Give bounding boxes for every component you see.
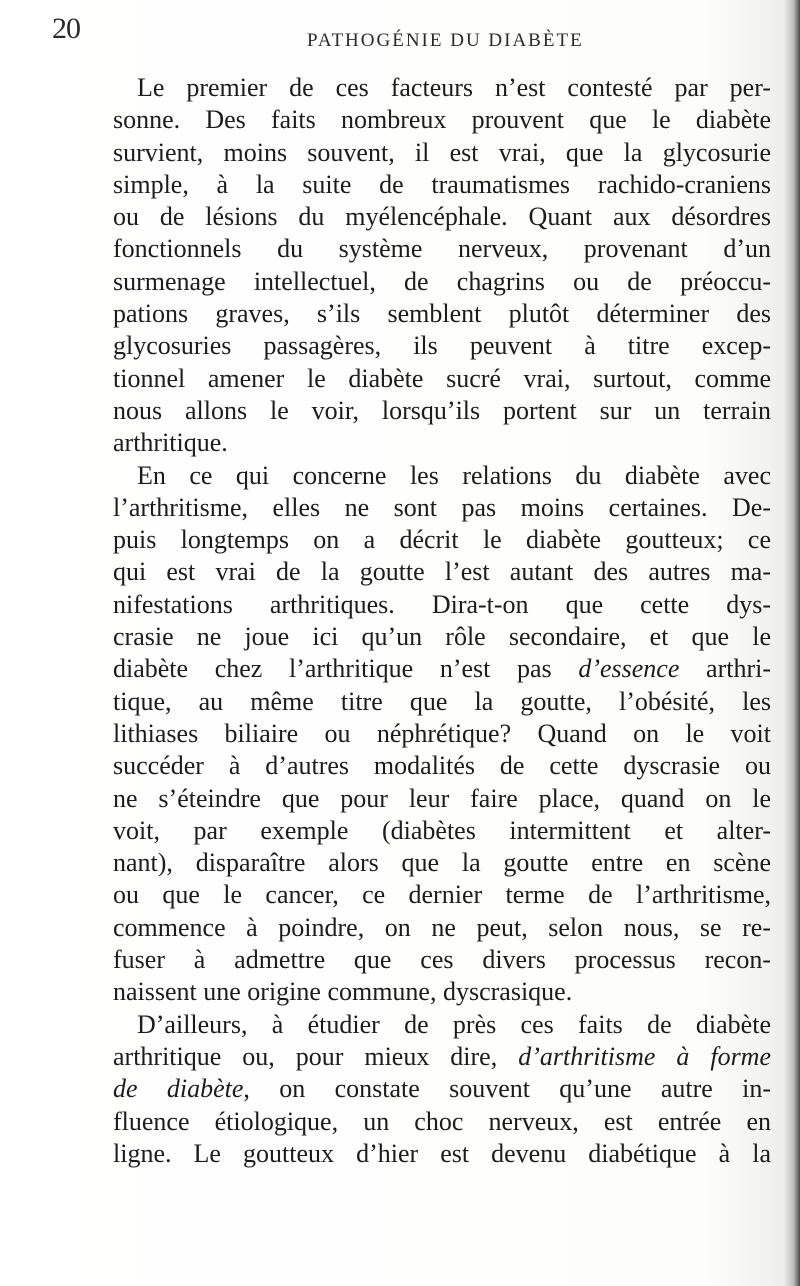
text-run: pations graves, s’ils semblent plutôt déterminer des <box>113 299 771 329</box>
text-run: nifestations arthritiques. Dira-t-on que cette dys- <box>113 589 771 619</box>
text-line <box>113 718 771 750</box>
text-line <box>113 104 771 136</box>
running-title: PATHOGÉNIE DU DIABÈTE <box>307 30 584 51</box>
text-line <box>113 1073 771 1105</box>
text-run: ou que le cancer, ce dernier terme de l’arthritisme, <box>113 880 771 910</box>
page-edge-shadow <box>784 0 800 1286</box>
text-line <box>113 1041 771 1073</box>
text-run: nant), disparaître alors que la goutte entre en scène <box>113 848 771 878</box>
text-run: lithiases biliaire ou néphrétique? Quand on le voit <box>113 718 771 748</box>
text-run: diabète chez l’arthritique n’est pas <box>113 654 579 684</box>
body-text <box>113 72 771 1170</box>
text-run: tionnel amener le diabète sucré vrai, surtout, comme <box>113 363 771 393</box>
text-line <box>113 233 771 265</box>
text-line <box>113 137 771 169</box>
italic-run: de diabète <box>113 1074 244 1104</box>
text-line <box>113 879 771 911</box>
text-run: D’ailleurs, à étudier de près ces faits de diabète <box>137 1009 771 1039</box>
text-run: naissent une origine commune, dyscrasique. <box>113 977 573 1007</box>
text-line <box>113 460 771 492</box>
text-line <box>113 427 771 459</box>
text-line <box>113 847 771 879</box>
text-line <box>113 653 771 685</box>
text-run: En ce qui concerne les relations du diabète avec <box>137 460 771 490</box>
text-run: fonctionnels du système nerveux, provenant d’un <box>113 234 771 264</box>
text-line <box>113 169 771 201</box>
text-line <box>113 1106 771 1138</box>
text-line <box>113 363 771 395</box>
text-run: voit, par exemple (diabètes intermittent et alter- <box>113 815 771 845</box>
text-line <box>113 621 771 653</box>
italic-run: d’arthritisme à forme <box>518 1041 771 1071</box>
text-run: l’arthritisme, elles ne sont pas moins certaines. De- <box>113 492 771 522</box>
text-line <box>113 815 771 847</box>
text-run: puis longtemps on a décrit le diabète goutteux; ce <box>113 525 771 555</box>
text-run: nous allons le voir, lorsqu’ils portent sur un terrain <box>113 395 771 425</box>
page-header <box>52 8 772 52</box>
text-line <box>113 944 771 976</box>
text-run: ou de lésions du myélencéphale. Quant aux désordres <box>113 202 771 232</box>
page-number: 20 <box>52 12 80 45</box>
text-line <box>113 1009 771 1041</box>
text-line <box>113 686 771 718</box>
text-run: Le premier de ces facteurs n’est contesté par per- <box>137 73 771 102</box>
text-run: glycosuries passagères, ils peuvent à titre excep- <box>113 331 771 361</box>
text-line <box>113 201 771 233</box>
text-run: ligne. Le goutteux d’hier est devenu diabétique à la <box>113 1138 771 1168</box>
text-line <box>113 395 771 427</box>
text-run: sonne. Des faits nombreux prouvent que le diabète <box>113 105 771 135</box>
text-line <box>113 72 771 104</box>
text-run: arthri- <box>679 654 772 684</box>
text-run: fluence étiologique, un choc nerveux, est entrée en <box>113 1106 771 1136</box>
text-line <box>113 556 771 588</box>
text-run: arthritique. <box>113 428 228 458</box>
text-line <box>113 912 771 944</box>
text-line <box>113 976 771 1008</box>
text-line <box>113 1138 771 1170</box>
text-run: surmenage intellectuel, de chagrins ou de préoccu- <box>113 266 771 296</box>
text-run: arthritique ou, pour mieux dire, <box>113 1041 519 1071</box>
text-line <box>113 492 771 524</box>
text-run: , on constate souvent qu’une autre in- <box>243 1074 771 1104</box>
text-line <box>113 783 771 815</box>
text-line <box>113 524 771 556</box>
text-run: succéder à d’autres modalités de cette dyscrasie ou <box>113 751 771 781</box>
text-run: ne s’éteindre que pour leur faire place, quand on le <box>113 783 771 813</box>
text-run: tique, au même titre que la goutte, l’obésité, les <box>113 686 771 716</box>
text-line <box>113 750 771 782</box>
text-run: fuser à admettre que ces divers processus recon- <box>113 945 771 975</box>
text-line <box>113 298 771 330</box>
text-run: simple, à la suite de traumatismes rachido-craniens <box>113 169 771 199</box>
text-run: survient, moins souvent, il est vrai, que la glycosurie <box>113 137 771 167</box>
text-line <box>113 330 771 362</box>
text-run: qui est vrai de la goutte l’est autant des autres ma- <box>113 557 771 587</box>
text-run: crasie ne joue ici qu’un rôle secondaire, et que le <box>113 622 771 652</box>
text-run: commence à poindre, on ne peut, selon nous, se re- <box>113 912 771 942</box>
text-line <box>113 589 771 621</box>
text-line <box>113 266 771 298</box>
italic-run: d’essence <box>578 654 680 684</box>
